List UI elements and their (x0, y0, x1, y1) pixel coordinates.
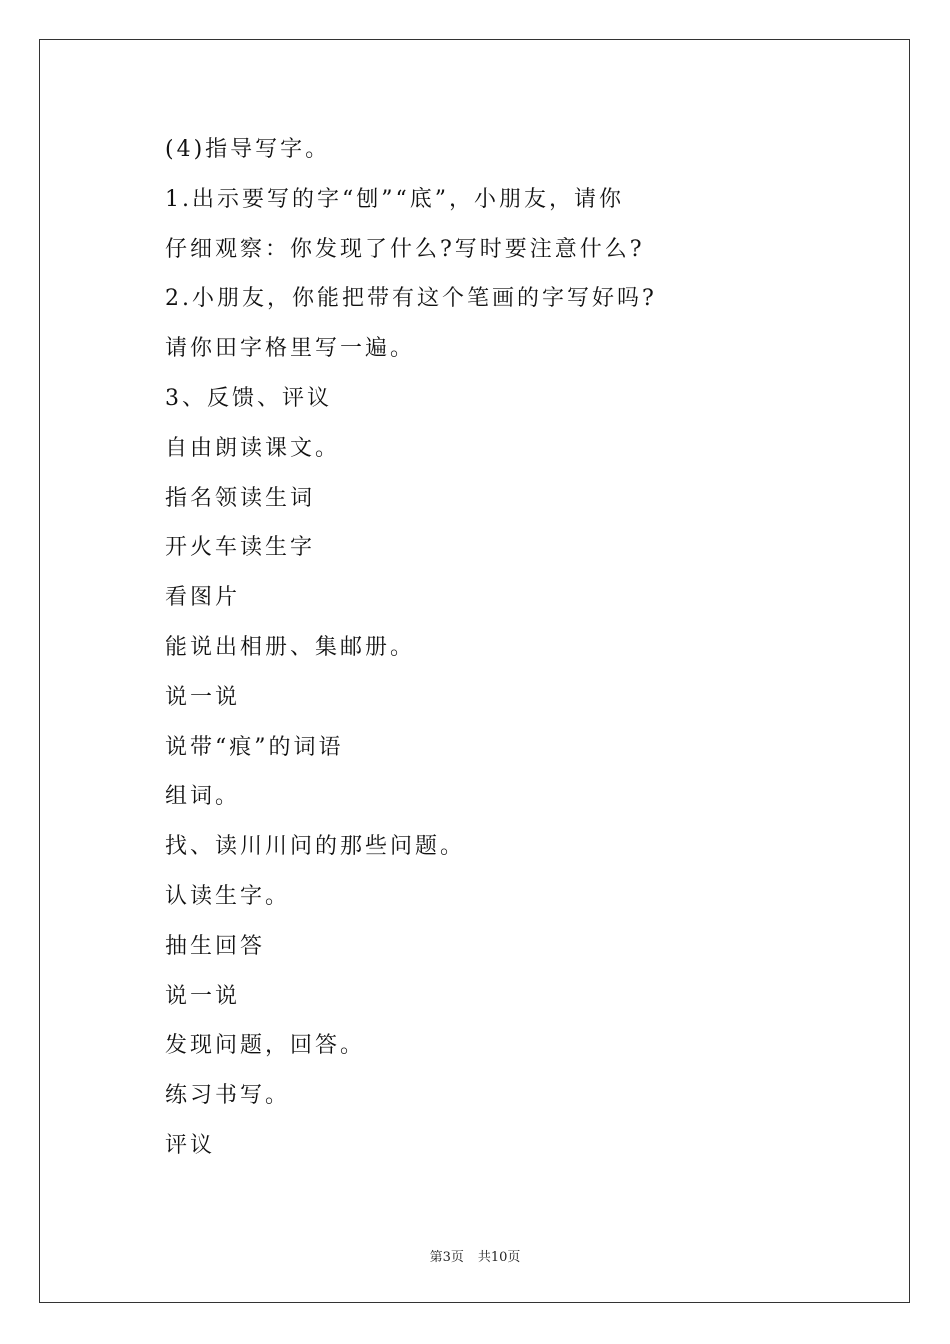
text-line: 找、读川川问的那些问题。 (165, 834, 466, 860)
text-line: 指名领读生词 (165, 485, 316, 511)
text-line: 说一说 (165, 684, 241, 710)
text-line: 仔细观察：你发现了什么?写时要注意什么? (165, 236, 645, 262)
text-line: 抽生回答 (165, 933, 266, 959)
text-line: 看图片 (165, 585, 241, 611)
page-number: 第3页 (429, 1250, 464, 1265)
text-line: 发现问题，回答。 (165, 1033, 366, 1059)
text-line: 评议 (165, 1132, 216, 1158)
text-line: 请你田字格里写一遍。 (165, 336, 416, 362)
text-line: 1.出示要写的字“刨”“底”，小朋友，请你 (165, 186, 624, 212)
text-line: 认读生字。 (165, 883, 291, 909)
text-line: 自由朗读课文。 (165, 435, 341, 461)
text-line: 开火车读生字 (165, 535, 316, 561)
document-body (165, 125, 805, 1171)
text-line: 能说出相册、集邮册。 (165, 634, 416, 660)
text-line: 2.小朋友，你能把带有这个笔画的字写好吗? (165, 286, 657, 312)
page-footer (0, 1246, 950, 1265)
text-line: (4)指导写字。 (165, 137, 331, 162)
text-line: 练习书写。 (165, 1083, 291, 1109)
text-line: 3、反馈、评议 (165, 385, 332, 411)
text-line: 说一说 (165, 983, 241, 1009)
page-total: 共10页 (477, 1250, 521, 1265)
text-line: 组词。 (165, 784, 241, 810)
text-line: 说带“痕”的词语 (165, 734, 344, 760)
